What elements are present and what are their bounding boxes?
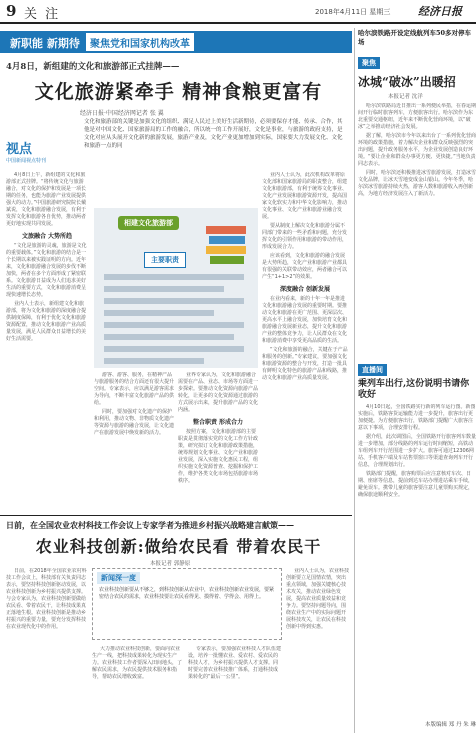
- bottom-column-4: [286, 568, 350, 734]
- sidebar-column-1: [358, 103, 476, 353]
- viewpoint-subtitle: 中国新闻视点特刊: [6, 158, 47, 164]
- sidebar-author-1: 本报记者 沈洋: [388, 94, 423, 100]
- bottom-column-2: [92, 646, 184, 734]
- viewpoint-title: 视点: [6, 142, 33, 157]
- sidebar-tag-live: 直播间: [358, 364, 387, 376]
- article-paragraph: 日前，在2018年全国农业农村科技工作会议上，科技部有关负责同志表示，要坚持科技创新驱动发展，以农业科技创新为乡村振兴提供支撑。与会专家认为，农业科技创新要做给农民看、带着农民干，让科技成果真正落地生根。农业科技创新是推动乡村振兴的重要力量，要充分发挥科技在农业现代化中的作用。: [6, 568, 87, 630]
- article-paragraph: 大力推动农业科技创新，要面向农业生产一线，把科技成果转化为现实生产力。农业科技工作者要深入田间地头，了解农民需求，为农民提供技术服务和指导，帮助农民增收致富。: [92, 646, 183, 680]
- topic-band-left: 新职能 新期待: [10, 37, 80, 50]
- article-paragraph: 游客、游客、服务，在精神产品与旅游服务的结合方面还有很大提升空间。专家表示，应以满足游客需求为导向，不断丰富文化旅游产品的供给。: [94, 372, 174, 406]
- article-paragraph: 按照方案，文化和旅游部的主要职责是贯彻落实党的文化工作方针政策，研究拟订文化和旅游政策措施，统筹规划文化事业、文化产业和旅游业发展，深入实施文化惠民工程，组织实施文化资源普查、挖掘和保护工作，维护各类文化市场包括旅游市场秩序。: [178, 429, 258, 484]
- page-header: [0, 0, 476, 24]
- topic-band: [0, 31, 352, 53]
- sidebar-headline-1: 冰城“破冰”出暖招: [358, 75, 456, 89]
- bottom-column-3: [188, 646, 282, 734]
- sidebar-box-title: 新闻深一度: [97, 572, 140, 584]
- article-paragraph: 业内人士认为，此次机构改革将原文化部和国家旅游局的职责整合，组建文化和旅游部，有利于统筹文化事业、文化产业发展和旅游资源开发，提高国家文化软实力和中华文化影响力，推动文化事业、文化产业和旅游业融合发展。: [262, 172, 348, 220]
- article-paragraph: 据介绍，此次调图后，全国铁路开行旅客列车数量进一步增加，部分线路的列车运行时间缩短，高铁动车组列车开行范围进一步扩大。旅客可通过12306网站、手机客户端及车站售票窗口等渠道查询列车开行信息，合理规划出行。: [358, 434, 476, 468]
- article-paragraph: 4月8日上午，新组建的文化和旅游部正式挂牌。“将传统文化与旅游融合，对文化的保护和发展是一项长期的任务，也能为旅游产业发展提供强大的动力。”中国旅游研究院院长戴斌说，文化和旅游融合发展，有利于发挥文化和旅游各自优势，推动两者更好地实现共同发展。: [6, 172, 87, 227]
- article-paragraph: 要从制度上解决文化和旅游分属不同部门带来的一些矛盾和问题，充分发挥文化的引领作用和旅游的带动作用，形成发展合力。: [262, 223, 348, 250]
- infographic-row: [104, 346, 244, 352]
- bottom-kicker: 日前，在全国农业农村科技工作会议上专家学者为推进乡村振兴战略建言献策——: [6, 520, 294, 530]
- main-byline: 经济日报·中国经济网记者 张 翼: [80, 110, 164, 117]
- topic-band-right: 聚焦党和国家机构改革: [86, 33, 194, 51]
- infographic-row: [104, 358, 204, 364]
- article-paragraph: 在业内看来，新的十年一年是推进文化和旅游融合发展的重要时期。要推动文化和旅游在更广范围、更深层次、更高水平上融合发展，加快培育文化和旅游融合发展新业态，提升文化和旅游产业的整体竞争力，让人民群众在文化和旅游消费中享受更高品质的生活。: [262, 296, 348, 344]
- infographic-row: [104, 298, 244, 304]
- infographic-row: [104, 274, 244, 280]
- column-divider: [354, 28, 355, 733]
- article-column-3: [178, 372, 258, 512]
- article-paragraph: 专家表示，要加强农业科技人才队伍建设，培养一批懂农业、爱农村、爱农民的科技人才，为乡村振兴提供人才支撑。同时要完善农业科技推广体系，打通科技成果转化的“最后一公里”。: [188, 646, 282, 680]
- sidebar-box-text: 农业科技创新要从不够之，到科技创新从农业中，农业科技创新农业发展，要紧密结合农民的需求，农业科技要让农民看得见、摸得着、学得会、用得上。: [99, 587, 275, 600]
- sidebar-top-line: 哈尔滨铁路开设定线航列车50多对停车场: [358, 29, 472, 46]
- section-divider: [0, 515, 352, 516]
- article-paragraph: 业内人士表示，新组建文化和旅游部，将为文化和旅游的深度融合提供制度保障，有利于优化文化和旅游资源配置，推动文化和旅游产业高质量发展，满足人民群众日益增长的美好生活需要。: [6, 301, 87, 342]
- article-column-4: [262, 172, 348, 512]
- infographic-title: 相建文化旅游部: [118, 216, 179, 230]
- article-paragraph: 同时，哈尔滨还积极推进冰雪旅游发展，打造冰雪文化品牌，让冰天雪地变成金山银山。今年冬季，哈尔滨冰雪旅游持续火热，游客人数和旅游收入再创新高，为地方经济发展注入了新活力。: [358, 170, 476, 197]
- right-sidebar: [358, 24, 476, 739]
- article-paragraph: 4月10日起，全国铁路实行新的列车运行图。新图实施后，铁路客货运输能力进一步提升，旅客出行更加便捷。为方便旅客出行，铁路部门提醒广大旅客注意以下事项，合理安排行程。: [358, 404, 476, 431]
- main-kicker: 4月8日，新组建的文化和旅游部正式挂牌——: [6, 62, 180, 72]
- infographic-row: [104, 310, 214, 316]
- viewpoint-label: [6, 138, 76, 168]
- infographic: [94, 208, 258, 368]
- subheading: 整合职责 形成合力: [192, 419, 244, 426]
- article-paragraph: “文化和旅游的融合，关键在于产品和服务的创新。”专家建议，要加强文化和旅游资源的整合与开发，打造一批具有鲜明文化特色的旅游产品和线路，推动文化和旅游产业高质量发展。: [262, 347, 348, 381]
- article-paragraph: 据了解，哈尔滨市今年以来出台了一系列优化营商环境的政策措施，着力解决企业和群众反映强烈的突出问题，提升政务服务水平，为企业发展创造良好环境。“要让企业和群众办事更方便、更快捷。”当地负责同志表示。: [358, 133, 476, 167]
- article-paragraph: 业内人士认为，农业科技创新要立足国情农情，突出重点领域，加强关键核心技术攻关，推动农业绿色发展，提高农业质量效益和竞争力。要坚持问题导向，围绕农业生产中的实际问题开展科技攻关，让农民在科技创新中得到实惠。: [286, 568, 350, 630]
- infographic-row: [104, 322, 244, 328]
- sidebar-headline-2: 乘列车出行,这份说明书请你收好: [358, 379, 470, 400]
- issue-date: 2018年4月11日 星期三: [315, 8, 391, 16]
- bottom-byline: 本报记者 郭静原: [150, 561, 191, 567]
- article-paragraph: “文化是旅游的灵魂，旅游是文化的重要载体。”文化和旅游的结合是一个长期以来被实践证明的方向。近年来，文化和旅游融合发展的步伐不断加快，两者在多个方面形成了紧密联系。文化旅游日益成为人们追求美好生活的重要方式，文化和旅游消费呈现快速增长态势。: [6, 243, 87, 298]
- page-number: 9: [6, 2, 17, 20]
- main-lead: 文化和旅游部的关键是加强文化的组织、满足人民过上美好生活新期待，必须要保存才能、传承、合作，其他是对中国文化、国家旅游局的工作的融合，所以统一的工作开展好，文化是事业，与旅游的政府支持，是文化对应从头展开文化新的旅游发展，旅游产业及，文化产业更加增加到实际，国家要大力发展文化、文化和旅游一点的同: [84, 119, 343, 149]
- bottom-column-1: [6, 568, 88, 734]
- bottom-headline: 农业科技创新:做给农民看 带着农民干: [35, 537, 322, 556]
- article-paragraph: 铁路部门提醒，旅客购票后应注意核对车次、日期、座席等信息，提前到达车站办理进站乘车手续，避免误车。携带儿童的旅客要注意儿童票购买规定，确保旅途顺利安全。: [358, 471, 474, 498]
- sidebar-box: [92, 568, 282, 640]
- infographic-row: [104, 334, 234, 340]
- infographic-subtitle: 主要职责: [144, 252, 186, 268]
- books-icon: [206, 226, 248, 270]
- page-editors: 本版编辑 郑 丹 朱 琳: [425, 722, 476, 728]
- article-paragraph: 哈尔滨铁路局近日推出一系列便民举措，在春运期间开行临时旅客列车，方便旅客出行。哈尔滨作为东北重要交通枢纽，近年来不断优化营商环境，以“破冰”之举推动经济社会发展。: [358, 103, 476, 130]
- article-column-1: [6, 172, 88, 512]
- article-paragraph: 业界专家认为，文化和旅游融合需要在产品、业态、市场等方面进一步探索。要推动文化资源向旅游产品转化，让更多的文化资源通过旅游的方式展示出来，提升旅游产品的文化内涵。: [178, 372, 258, 413]
- sidebar-tag-focus: 聚焦: [358, 57, 380, 69]
- article-paragraph: 应该看到，文化和旅游的融合发展是大势所趋，文化产业和旅游产业都具有很强的关联带动效应，两者融合可以产生“1+1>2”的效果。: [262, 253, 348, 280]
- infographic-row: [104, 286, 224, 292]
- sidebar-column-2: [358, 404, 476, 716]
- section-title: 关 注: [24, 7, 61, 22]
- subheading: 深度融合 创新发展: [279, 286, 331, 293]
- article-column-2: [94, 372, 174, 512]
- main-headline: 文化旅游紧牵手 精神食粮更富有: [34, 81, 323, 103]
- article-paragraph: 同时，要加强对文化遗产的保护和利用，推动文物、非物质文化遗产等资源与旅游的融合发展，让文化遗产在旅游发展中焕发新的活力。: [94, 409, 174, 436]
- subheading: 文旅融合 大势所趋: [21, 233, 73, 240]
- newspaper-logo: 经济日报: [418, 5, 462, 18]
